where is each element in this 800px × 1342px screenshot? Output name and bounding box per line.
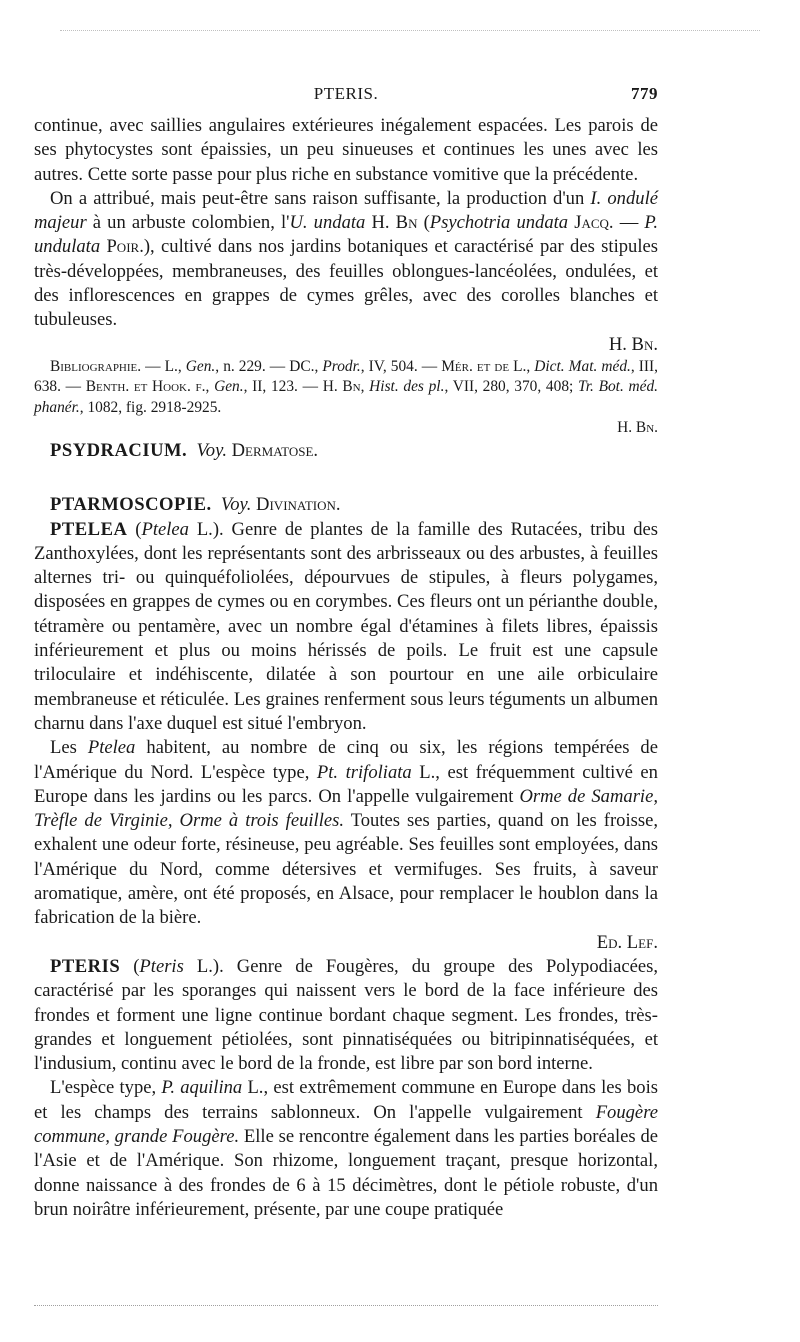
headword: PTELEA [50,518,128,540]
headword: PTERIS [50,955,121,977]
text-run: , IV, 504. — [360,357,442,375]
text-run: , [526,357,535,375]
article-ptelea-paragraph-2 [34,736,658,955]
text-run: à un arbuste colombien, l' [86,212,290,234]
text-run: , III, 638. — [34,357,659,396]
author-abbrev: Poir [106,236,140,258]
species-name: Pt. trifoliata [316,761,412,783]
work-title: Gen. [214,378,244,396]
text-run: Les [50,737,88,759]
species-name: Psychotria undata [429,212,569,234]
text-run: , [360,378,370,396]
work-title: Gen. [185,357,216,375]
author-abbrev: Bn [395,212,418,234]
species-name: U. undata [289,212,366,234]
text-run: habitent, au nombre de cinq ou six, les régions tempérées de l'Amérique du Nord. L'espèce type, [34,737,658,783]
text-run: H. [365,212,396,234]
text-run: L.). Genre de plantes de la famille des Rutacées, tribu des Zanthoxylées, dont les représentants sont des arbrisseaux ou des arbustes, à feuilles alternes tri- ou quinquéfoliolées, dépourvues de stipules, à fleurs polygames, disposées en grappes de cymes ou en corymbes. Ces fleurs ont un périanthe double, tétramère ou pentamère, avec un nombre égal d'étamines à filets libres, épaissis inférieurement et plus ou moins hérissés de poils. Le fruit est une capsule triloculaire et indéhiscente, dilatée à son pourtour en une aile orbiculaire membraneuse et réticulée. Les graines renferment sous leurs téguments un albumen charnu dans l'axe duquel est situé l'embryon. [34,518,658,734]
attribution-paragraph [34,187,658,357]
text-run: ( [120,955,140,977]
continuation-text: continue, avec saillies angulaires extérieures inégalement espacées. Les parois de ses phytocystes sont épaissies, un peu sinueuses et continues les unes avec les autres. Cette sorte passe pour plus riche en substance vomitive que la précédente. [34,115,658,185]
text-run: Elle se rencontre également dans les parties boréales de l'Asie et de l'Amérique. Son rhizome, longuement traçant, presque horizontal, donne naissance à des frondes de 6 à 15 décimètres, dont le pétiole robuste, d'un brun noirâtre inférieurement, présente, par une coupe pratiquée [34,1125,658,1220]
text-run: Toutes ses parties, quand on les froisse, exhalent une odeur forte, résineuse, peu agréable. Ses feuilles sont employées, dans l'Amérique du Nord, comme détersives et vermifuges. Ses fruits, à saveur aromatique, amère, ont été proposés, en Alsace, pour remplacer le houblon dans la fabrication de la bière. [34,810,659,929]
work-title: Tr. Bot. méd. phanér. [34,378,658,416]
top-edge-artifact [60,30,760,31]
genus-name: Ptelea [141,518,189,540]
bibliography [34,357,658,439]
running-header [34,84,658,108]
text-run: , [205,378,215,396]
vernacular-names: Orme de Samarie, Trèfle de Virginie, Orme à trois feuilles. [34,785,659,832]
author-abbrev: Jacq [574,212,609,234]
text-run: . — [608,212,645,234]
text-run: , II, 123. — H. [243,378,343,396]
article-pteris [34,955,658,1076]
text-run: , n. 229. — DC., [215,357,323,375]
headword: PTARMOSCOPIE. [50,494,212,516]
headword: PSYDRACIUM. [50,439,188,461]
cross-reference-psydracium [34,439,658,463]
text-run: , VII, 280, 370, 408; [444,378,579,396]
species-name: I. ondulé majeur [34,187,658,234]
species-name: P. undulata [34,212,659,258]
reference-target: Divination. [256,494,341,516]
see-label: Voy. [220,494,252,516]
reference-target: Dermatose. [231,439,319,461]
text-run: ( [417,212,430,234]
text-run: L., est fréquemment cultivé en Europe dans les jardins ou les parcs. On l'appelle vulgairement [34,761,658,807]
continuation-paragraph [34,114,658,187]
text-run: .), cultivé dans nos jardins botaniques et caractérisé par des stipules très-développées, membraneuses, des feuilles oblongues-lancéolées, ondulées, et des inflorescences en grappes de cymes grêles, avec des corolles blanches et tubuleuses. [34,236,658,331]
work-title: Prodr. [322,357,361,375]
text-run: ( [127,518,142,540]
author-signature: H. Bn. [617,419,658,437]
author-abbrev: Benth. et Hook. f. [85,378,206,396]
cross-reference-ptarmoscopie [34,493,658,517]
work-title: Dict. Mat. méd. [534,357,631,375]
author-abbrev: Bn [342,378,361,396]
text-run: L'espèce type, [50,1077,162,1099]
work-title: Hist. des pl. [369,378,445,396]
text-run: On a attribué, mais peut-être sans raison suffisante, la production d'un [50,187,591,209]
bibliography-label: Bibliographie. [50,357,142,375]
see-label: Voy. [196,439,227,461]
text-run: L.). Genre de Fougères, du groupe des Polypodiacées, caractérisé par les sporanges qui naissent vers le bord de la face inférieure des frondes et forment une ligne continue bordant chaque segment. Les frondes, très-grandes et longuement pétiolées, sont pinnatiséquées ou bitripinnatiséquées, et l'indusium, continu avec le bord de la fronde, est libre par son bord interne. [34,955,658,1075]
author-abbrev: Mér. et de L. [441,357,527,375]
author-signature: Ed. Lef. [596,931,658,953]
page-body [34,114,658,1222]
genus-name: Ptelea [87,737,136,759]
text-run: — L., [141,357,186,375]
text-run: , 1082, fig. 2918-2925. [79,398,222,416]
running-title: PTERIS. [313,84,379,103]
article-pteris-paragraph-2 [34,1076,658,1222]
vernacular-names: Fougère commune, grande Fougère. [34,1101,658,1147]
author-signature: H. Bn. [608,333,658,355]
text-run: L., est extrêmement commune en Europe dans les bois et les champs des terrains sablonneux. On l'appelle vulgairement [34,1077,658,1123]
genus-name: Pteris [139,955,184,977]
species-name: P. aquilina [161,1077,243,1099]
article-ptelea [34,518,658,737]
page-number: 779 [631,84,658,103]
bottom-edge-artifact [34,1305,658,1306]
